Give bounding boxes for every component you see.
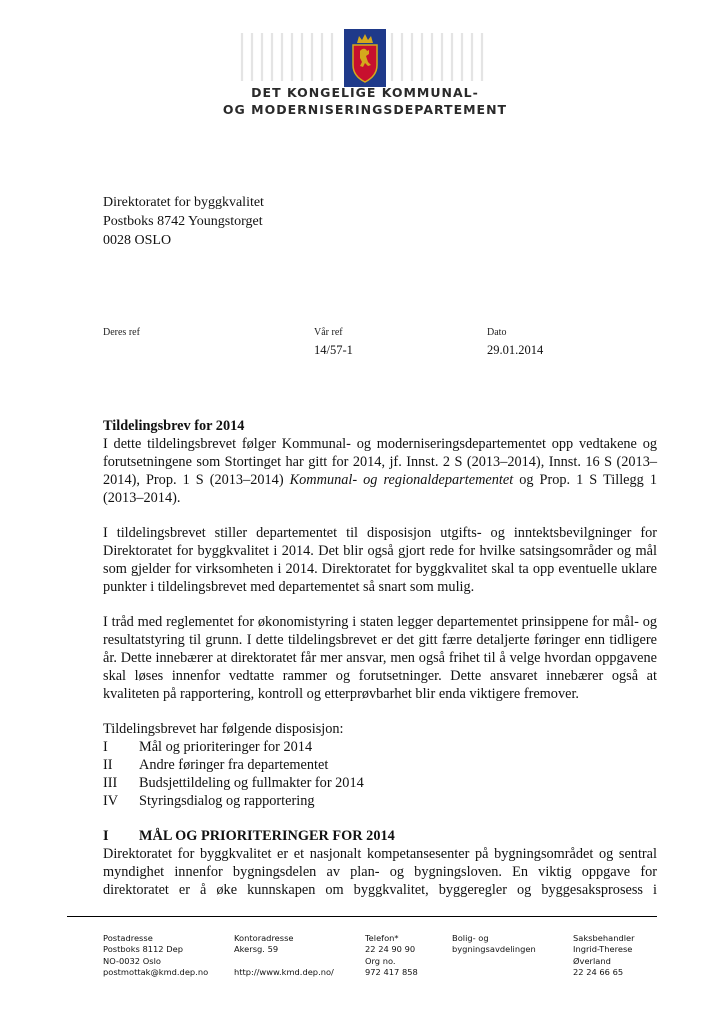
footer-text: Saksbehandler	[573, 933, 635, 943]
footer-text: Postadresse	[103, 933, 153, 943]
date-value: 29.01.2014	[487, 343, 544, 357]
paragraph-1-text-a: I dette tildelingsbrevet følger Kommunal- og moderniseringsdepartementet opp vedtakene og forutsetningene som Stortinget har gitt for 2014, jf. Innst. 2 S (2013–2014), Innst. 16 S (2013–2014), Prop. 1 S (2013–2014)	[103, 436, 657, 488]
letter-title: Tildelingsbrev for 2014	[103, 418, 245, 434]
paragraph-3: I tråd med reglementet for økonomistyring i staten legger departementet prinsippene for mål- og resultatstyring til grunn. I dette tildelingsbrevet er det gitt færre detaljerte føringer enn tidligere år. Dette innebærer at direktoratet får mer ansvar, men også frihet til å velge hvordan oppgavene skal løses innenfor vedtatte rammer og forutsetninger. Dette ansvaret innebærer også at kvaliteten på rapportering, kontroll og etterprøvbarhet blir enda viktigere fremover.	[103, 614, 657, 702]
paragraph-2: I tildelingsbrevet stiller departementet til disposisjon utgifts- og inntektsbevilgninger for Direktoratet for byggkvalitet i 2014. Det blir også gjort rede for hvilke satsingsområder og mål som gjelder for virksomheten i 2014. Direktoratet for byggkvalitet skal ta opp eventuelle uklare punkter i tildelingsbrevet med departementet så snart som mulig.	[103, 525, 657, 595]
disposition-item-number: IV	[103, 793, 119, 809]
date-label: Dato	[487, 327, 507, 338]
disposition-item-text: Andre føringer fra departementet	[139, 757, 329, 773]
footer-text: Ingrid-Therese	[573, 944, 633, 955]
recipient-address	[103, 193, 264, 250]
coat-of-arms-icon	[344, 29, 386, 87]
footer-text: bygningsavdelingen	[452, 944, 536, 955]
disposition-item-text: Styringsdialog og rapportering	[139, 793, 315, 809]
footer-text: NO-0032 Oslo	[103, 955, 161, 966]
footer-email-link[interactable]: postmottak@kmd.dep.no	[103, 967, 209, 978]
disposition-item	[103, 738, 657, 756]
footer-text: Org no.	[365, 955, 396, 966]
department-name	[200, 84, 530, 118]
paragraph-1	[103, 435, 657, 507]
section-title: MÅL OG PRIORITERINGER FOR 2014	[139, 828, 395, 844]
footer-office-address	[234, 933, 334, 979]
footer-text: Akersg. 59	[234, 944, 279, 955]
var-ref-value: 14/57-1	[314, 343, 353, 357]
recipient-city: 0028 OSLO	[103, 233, 172, 248]
disposition-item	[103, 756, 657, 774]
disposition-item-number: II	[103, 757, 113, 773]
disposition-item-number: I	[103, 739, 108, 755]
paragraph-4: Direktoratet for byggkvalitet er et nasjonalt kompetansesenter på bygningsområdet og sentral myndighet innenfor bygningsdelen av plan- og bygningsloven. En viktig oppgave for direktoratet er å øke kunnskapen om byggkvalitet, byggeregler og byggesaksprosess i	[103, 846, 657, 898]
disposition-item-text: Budsjettildeling og fullmakter for 2014	[139, 775, 364, 791]
footer-text: Kontoradresse	[234, 933, 294, 943]
disposition-list	[103, 738, 657, 810]
recipient-name: Direktoratet for byggkvalitet	[103, 195, 264, 210]
footer-text: 22 24 90 90	[365, 944, 416, 955]
disposition-item	[103, 774, 657, 792]
section-number: I	[103, 828, 109, 844]
footer-text: 22 24 66 65	[573, 967, 624, 978]
department-name-line2: OG MODERNISERINGSDEPARTEMENT	[222, 102, 508, 117]
disposition-item-number: III	[103, 775, 118, 791]
footer-text: 972 417 858	[365, 967, 418, 978]
footer-website-link[interactable]: http://www.kmd.dep.no/	[234, 967, 334, 978]
recipient-street: Postboks 8742 Youngstorget	[103, 214, 263, 229]
footer-case-officer	[573, 933, 635, 979]
footer-text: Øverland	[573, 955, 611, 966]
disposition-item-text: Mål og prioriteringer for 2014	[139, 739, 313, 755]
footer-phone	[365, 933, 418, 979]
footer-text	[234, 956, 334, 967]
footer-text: Bolig- og	[452, 933, 489, 943]
paragraph-1-text-b: og Prop. 1 S Tillegg 1 (2013–2014).	[103, 472, 657, 506]
paragraph-1-emphasis: Kommunal- og regionaldepartementet	[289, 472, 514, 488]
footer-text: Telefon*	[365, 933, 399, 943]
disposition-intro: Tildelingsbrevet har følgende disposisjon:	[103, 721, 344, 737]
footer-department	[452, 933, 536, 956]
deres-ref-label: Deres ref	[103, 327, 140, 338]
footer-divider	[67, 916, 657, 917]
letter-body	[103, 417, 657, 899]
department-name-line1: DET KONGELIGE KOMMUNAL-	[251, 85, 479, 100]
section-heading	[103, 827, 657, 845]
footer-postal-address	[103, 933, 208, 979]
footer-text: Postboks 8112 Dep	[103, 944, 183, 955]
disposition-item	[103, 792, 657, 810]
var-ref-label: Vår ref	[314, 327, 343, 338]
